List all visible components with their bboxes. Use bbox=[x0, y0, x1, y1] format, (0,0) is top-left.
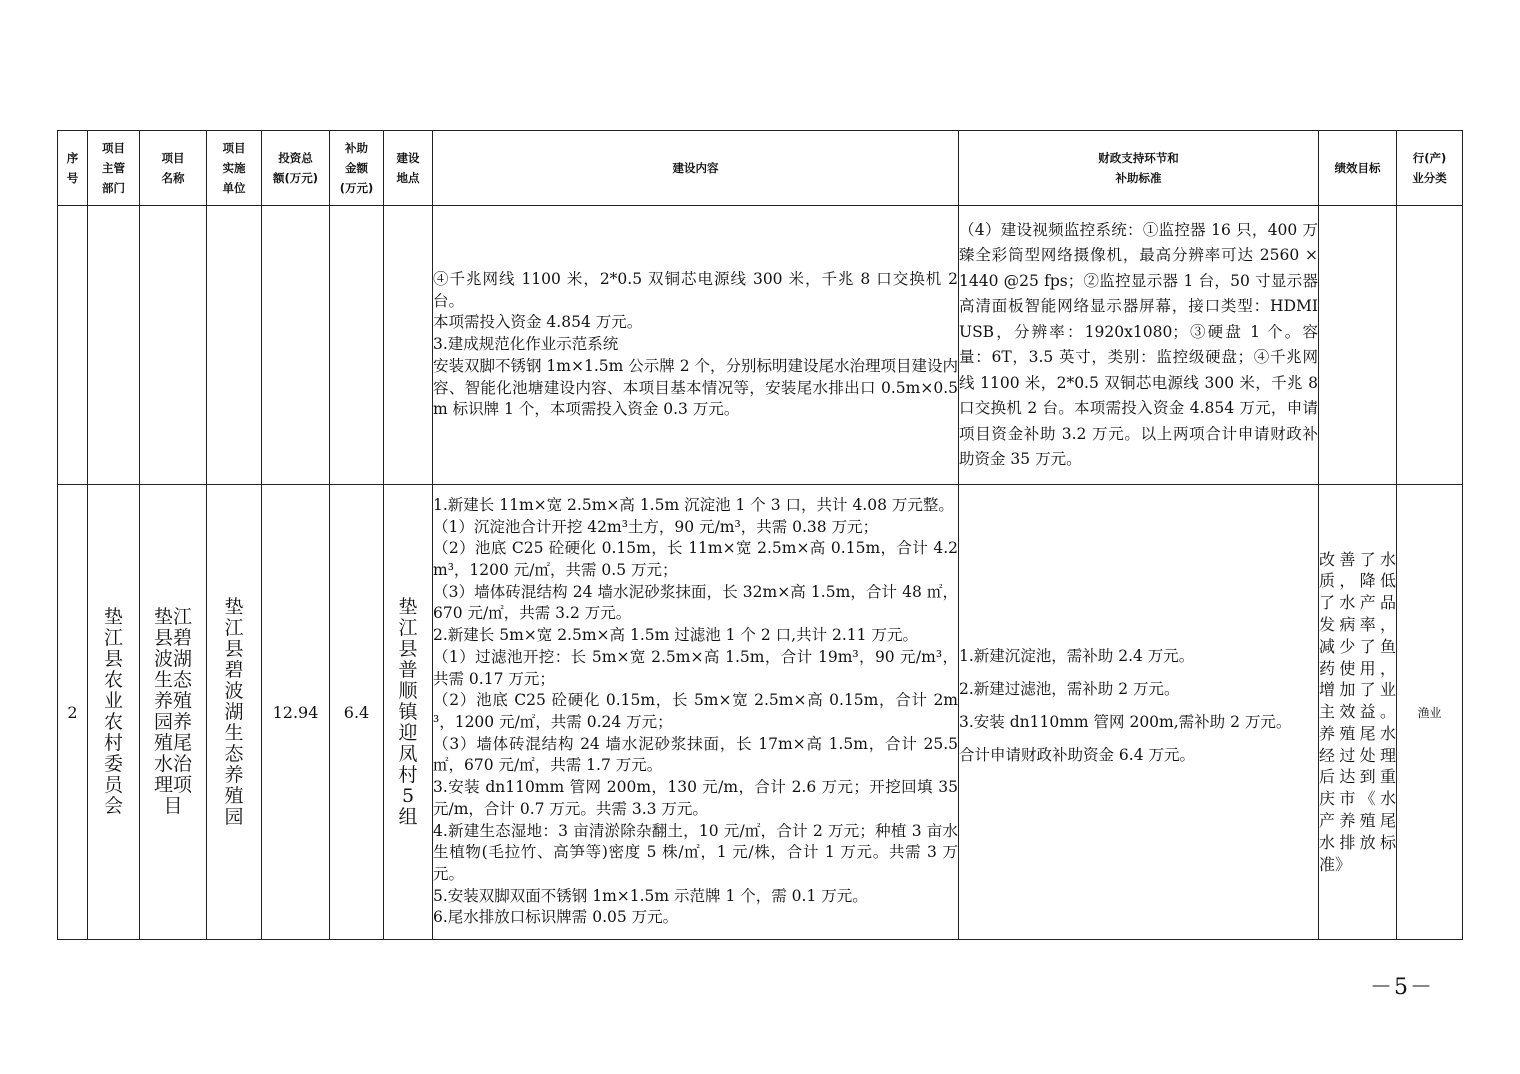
header-target: 绩效目标 bbox=[1319, 131, 1397, 206]
content-line: （3）墙体砖混结构 24 墙水泥砂浆抹面，长 32m×高 1.5m，合计 48 ㎡，670 元/㎡，共需 3.2 万元。 bbox=[433, 582, 958, 623]
table-row bbox=[58, 485, 1463, 940]
row1-finance: （4）建设视频监控系统：①监控器 16 只，400 万臻全彩筒型网络摄像机，最高分辨率可达 2560 × 1440 @25 fps；②监控显示器 1 台，50 寸显示器高清面板智能网络显示器屏幕，接口类型：HDMI USB，分辨率：1920x1080；③硬盘 1 个。容量：6T，3.5 英寸，类别：监控级硬盘；④千兆网线 1100 米，2*0.5 双铜芯电源线 300 米，千兆 8 口交换机 2 台。本项需投入资金 4.854 万元，申请项目资金补助 3.2 万元。以上两项合计申请财政补助资金 35 万元。 bbox=[959, 206, 1319, 485]
row2-invest: 12.94 bbox=[262, 485, 330, 940]
content-line: 3.安装 dn110mm 管网 200m，130 元/m，合计 2.6 万元；开挖回填 35 元/m，合计 0.7 万元。共需 3.3 万元。 bbox=[433, 778, 958, 818]
content-line: （1）沉淀池合计开挖 42m³土方，90 元/m³，共需 0.38 万元； bbox=[433, 517, 879, 536]
row2-location: 垫江县普顺镇迎凤村5组 bbox=[384, 485, 433, 940]
header-location: 建设 地点 bbox=[384, 131, 433, 206]
header-dept: 项目 主管 部门 bbox=[88, 131, 140, 206]
row2-content bbox=[433, 485, 959, 940]
cell-empty bbox=[262, 206, 330, 485]
header-name: 项目 名称 bbox=[140, 131, 207, 206]
content-line: 1.新建长 11m×宽 2.5m×高 1.5m 沉淀池 1 个 3 口，共计 4.08 万元整。 bbox=[433, 495, 954, 514]
row2-industry: 渔业 bbox=[1397, 485, 1463, 940]
cell-empty bbox=[88, 206, 140, 485]
row2-name: 垫江县碧波湖生态养殖园养殖尾水治理项目 bbox=[140, 485, 207, 940]
row2-seq: 2 bbox=[58, 485, 88, 940]
cell-empty bbox=[207, 206, 262, 485]
finance-line: 合计申请财政补助资金 6.4 万元。 bbox=[959, 746, 1196, 764]
header-content: 建设内容 bbox=[433, 131, 959, 206]
header-subsidy: 补助 金额 (万元) bbox=[330, 131, 384, 206]
cell-empty bbox=[1319, 206, 1397, 485]
row2-finance bbox=[959, 485, 1319, 940]
header-seq: 序 号 bbox=[58, 131, 88, 206]
header-industry: 行(产) 业分类 bbox=[1397, 131, 1463, 206]
row1-content bbox=[433, 206, 959, 485]
content-line: （2）池底 C25 砼硬化 0.15m，长 5m×宽 2.5m×高 0.15m，合计 2m³，1200 元/㎡，共需 0.24 万元； bbox=[433, 691, 958, 731]
finance-line: 1.新建沉淀池，需补助 2.4 万元。 bbox=[959, 647, 1195, 665]
content-line: 2.新建长 5m×宽 2.5m×高 1.5m 过滤池 1 个 2 口,共计 2.11 万元。 bbox=[433, 626, 918, 645]
content-line: 4.新建生态湿地：3 亩清淤除杂翻土，10 元/㎡，合计 2 万元；种植 3 亩水生植物(毛拉竹、高笋等)密度 5 株/㎡，1 元/株，合计 1 万元。共需 3 万元。 bbox=[433, 821, 958, 883]
finance-line: 3.安装 dn110mm 管网 200m,需补助 2 万元。 bbox=[959, 713, 1292, 731]
row2-dept: 垫江县农业农村委员会 bbox=[88, 485, 140, 940]
content-line: ④千兆网线 1100 米，2*0.5 双铜芯电源线 300 米，千兆 8 口交换机 2 台。 bbox=[433, 270, 958, 310]
content-line: 5.安装双脚双面不锈钢 1m×1.5m 示范牌 1 个，需 0.1 万元。 bbox=[433, 886, 868, 905]
finance-line: 2.新建过滤池，需补助 2 万元。 bbox=[959, 680, 1180, 698]
cell-empty bbox=[140, 206, 207, 485]
content-line: （3）墙体砖混结构 24 墙水泥砂浆抹面，长 17m×高 1.5m，合计 25.5 ㎡，670 元/㎡，共需 1.7 万元。 bbox=[433, 734, 958, 775]
row2-subsidy: 6.4 bbox=[330, 485, 384, 940]
table-row bbox=[58, 206, 1463, 485]
cell-empty bbox=[384, 206, 433, 485]
page-number: －5－ bbox=[1370, 975, 1434, 1000]
content-line: 安装双脚不锈钢 1m×1.5m 公示牌 2 个，分别标明建设尾水治理项目建设内容、智能化池塘建设内容、本项目基本情况等，安装尾水排出口 0.5m×0.5m 标识牌 1 个，本项需投入资金 0.3 万元。 bbox=[433, 356, 958, 419]
row2-target: 改善了水质，降低了水产品发病率，减少了鱼药使用，增加了业主效益。养殖尾水经过处理后达到重庆市《水产养殖尾水排放标准》 bbox=[1319, 485, 1397, 940]
cell-empty bbox=[1397, 206, 1463, 485]
content-line: 本项需投入资金 4.854 万元。 bbox=[433, 313, 643, 332]
cell-empty bbox=[58, 206, 88, 485]
cell-empty bbox=[330, 206, 384, 485]
header-row bbox=[58, 131, 1463, 206]
content-line: 6.尾水排放口标识牌需 0.05 万元。 bbox=[433, 908, 679, 927]
content-line: （2）池底 C25 砼硬化 0.15m，长 11m×宽 2.5m×高 0.15m，合计 4.2m³，1200 元/㎡，共需 0.5 万元； bbox=[433, 539, 958, 580]
header-unit: 项目 实施 单位 bbox=[207, 131, 262, 206]
content-line: 3.建成规范化作业示范系统 bbox=[433, 335, 619, 354]
header-finance: 财政支持环节和 补助标准 bbox=[959, 131, 1319, 206]
header-invest: 投资总 额(万元) bbox=[262, 131, 330, 206]
project-table bbox=[57, 130, 1463, 940]
row2-unit: 垫江县碧波湖生态养殖园 bbox=[207, 485, 262, 940]
content-line: （1）过滤池开挖：长 5m×宽 2.5m×高 1.5m，合计 19m³，90 元/m³，共需 0.17 万元； bbox=[433, 647, 958, 688]
